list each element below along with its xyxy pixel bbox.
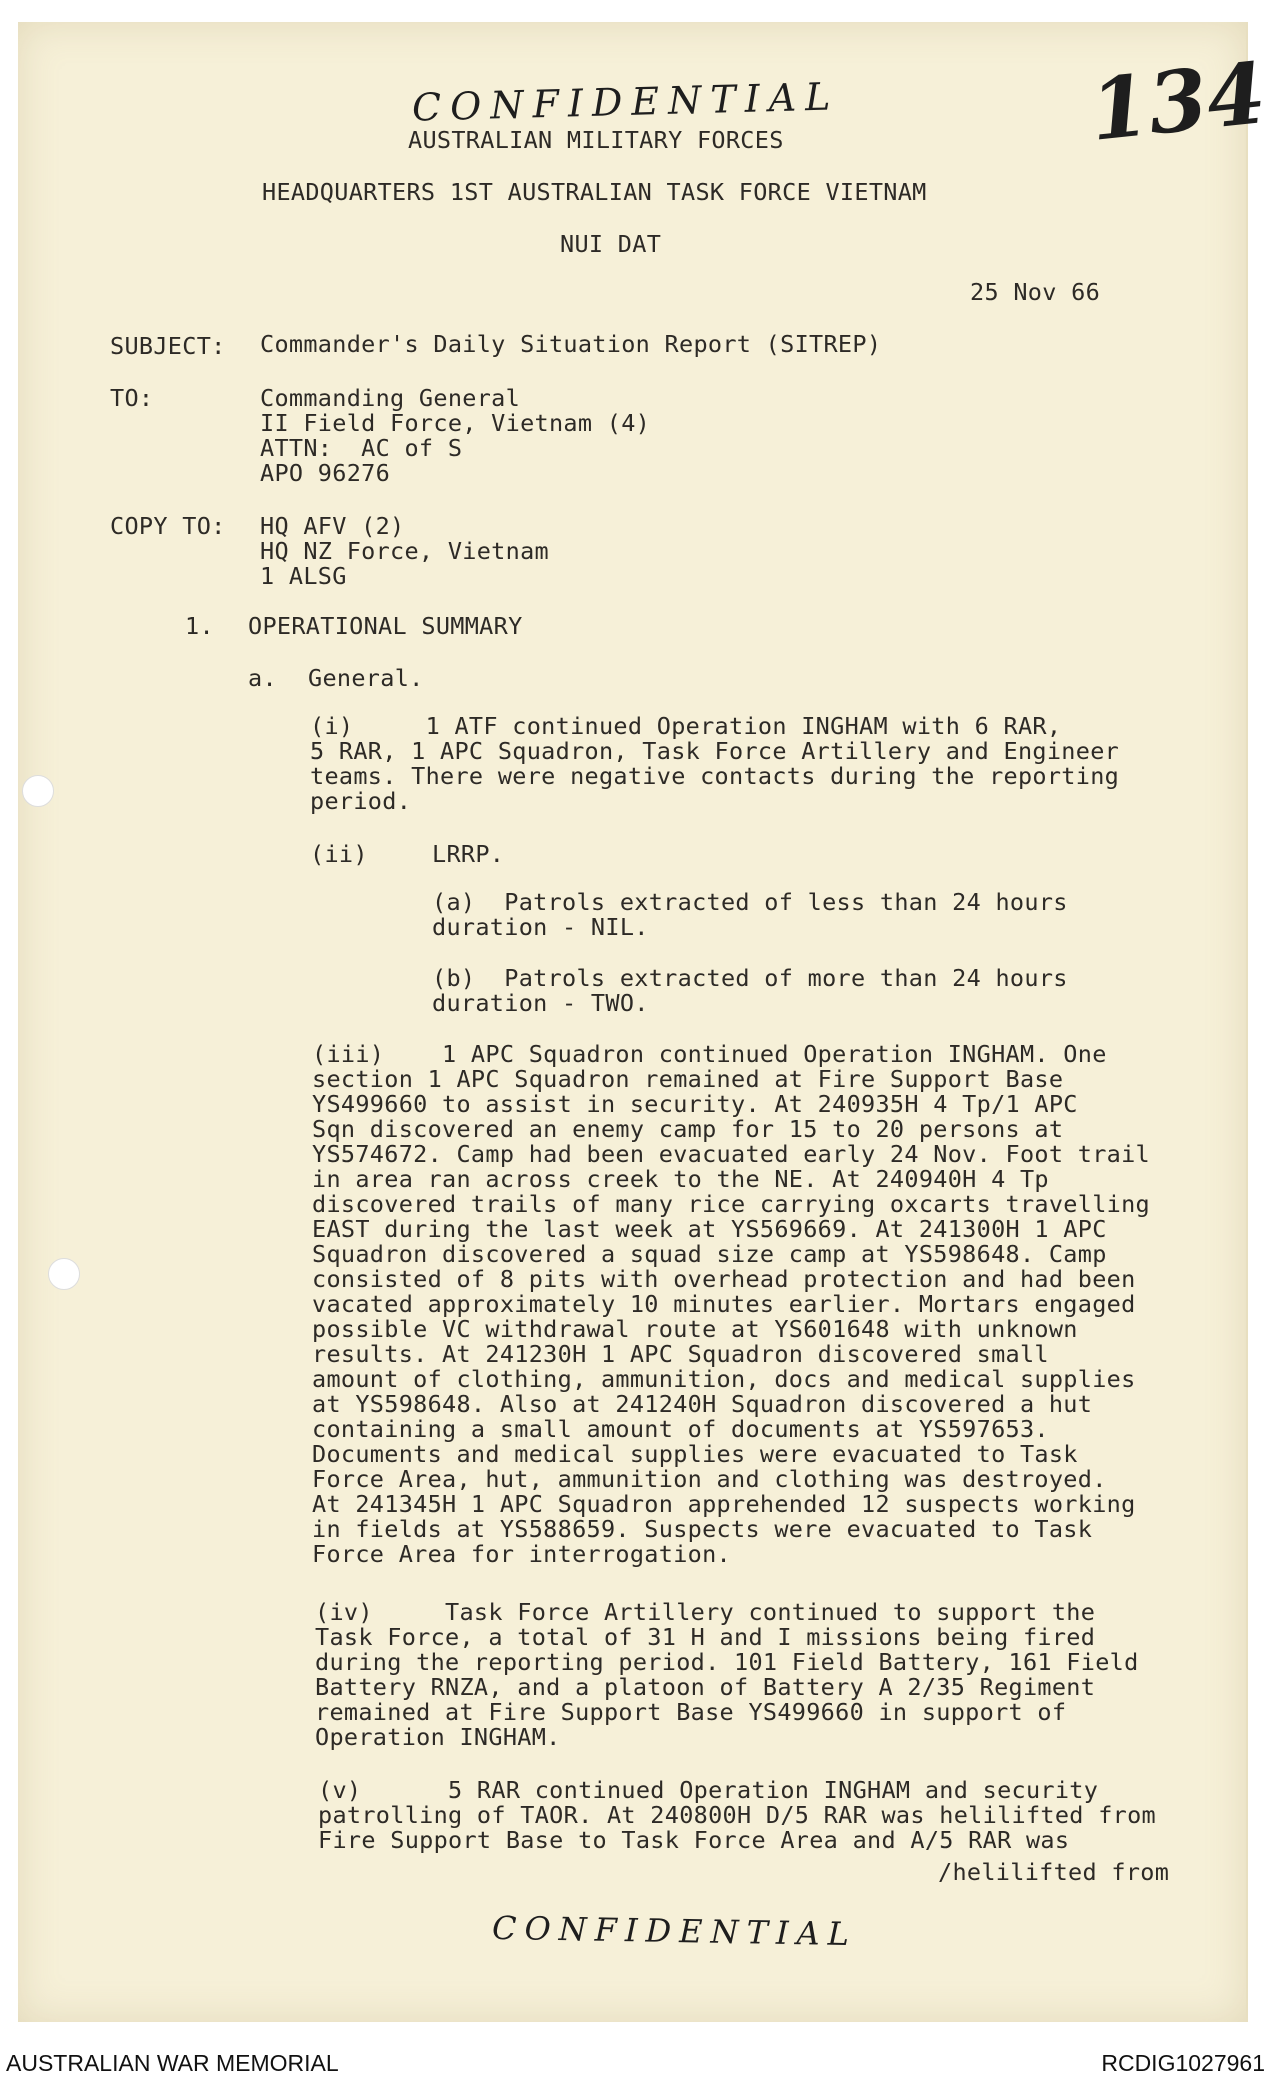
para-iii-line: At 241345H 1 APC Squadron apprehended 12 suspects working: [312, 1490, 1136, 1518]
org-line-1: AUSTRALIAN MILITARY FORCES: [408, 126, 784, 154]
copy-to-line: HQ AFV (2): [260, 512, 405, 540]
subsection-letter: a.: [248, 664, 277, 692]
copy-to-line: 1 ALSG: [260, 562, 347, 590]
para-i-line: teams. There were negative contacts during the reporting: [310, 762, 1120, 790]
para-ii-b-line: duration - TWO.: [432, 989, 649, 1017]
para-iii-line: YS574672. Camp had been evacuated early 24 Nov. Foot trail: [312, 1140, 1150, 1168]
para-i-line: period.: [310, 787, 412, 815]
to-line: Commanding General: [260, 384, 521, 412]
para-iv-line: (iv) Task Force Artillery continued to support the: [315, 1598, 1096, 1626]
para-iii-line: containing a small amount of documents at YS597653.: [312, 1415, 1049, 1443]
para-iv-line: Operation INGHAM.: [315, 1723, 561, 1751]
para-iv-line: Battery RNZA, and a platoon of Battery A 2/35 Regiment: [315, 1673, 1096, 1701]
para-iii-line: vacated approximately 10 minutes earlier. Mortars engaged: [312, 1290, 1136, 1318]
subsection-title: General.: [308, 664, 424, 692]
to-line: II Field Force, Vietnam (4): [260, 409, 651, 437]
copy-to-line: HQ NZ Force, Vietnam: [260, 537, 549, 565]
punch-hole: [22, 775, 54, 807]
para-iii-line: Force Area, hut, ammunition and clothing was destroyed.: [312, 1465, 1107, 1493]
para-iii-line: EAST during the last week at YS569669. At 241300H 1 APC: [312, 1215, 1107, 1243]
para-iii-line: results. At 241230H 1 APC Squadron discovered small: [312, 1340, 1049, 1368]
para-iii-line: Sqn discovered an enemy camp for 15 to 20 persons at: [312, 1115, 1064, 1143]
para-iv-line: remained at Fire Support Base YS499660 in support of: [315, 1698, 1067, 1726]
section-number: 1.: [185, 612, 214, 640]
footer-archive-name: AUSTRALIAN WAR MEMORIAL: [6, 2050, 339, 2076]
continuation-catchword: /helilifted from: [938, 1858, 1170, 1886]
para-iii-line: possible VC withdrawal route at YS601648 with unknown: [312, 1315, 1078, 1343]
para-iii-line: section 1 APC Squadron remained at Fire Support Base: [312, 1065, 1064, 1093]
para-iii-line: YS499660 to assist in security. At 240935H 4 Tp/1 APC: [312, 1090, 1078, 1118]
para-iii-line: discovered trails of many rice carrying oxcarts travelling: [312, 1190, 1150, 1218]
para-v-line: (v) 5 RAR continued Operation INGHAM and security: [318, 1776, 1099, 1804]
subject-text: Commander's Daily Situation Report (SITREP): [260, 330, 882, 358]
para-iv-line: Task Force, a total of 31 H and I missions being fired: [315, 1623, 1096, 1651]
footer-catalogue-id: RCDIG1027961: [1101, 2050, 1265, 2076]
section-title: OPERATIONAL SUMMARY: [248, 612, 523, 640]
para-ii-b-line: (b) Patrols extracted of more than 24 hours: [432, 964, 1068, 992]
punch-hole: [48, 1258, 80, 1290]
confidential-stamp-top: CONFIDENTIAL: [411, 74, 840, 130]
para-ii-a-line: duration - NIL.: [432, 913, 649, 941]
para-iii-line: Documents and medical supplies were evacuated to Task: [312, 1440, 1078, 1468]
para-iii-line: (iii) 1 APC Squadron continued Operation INGHAM. One: [312, 1040, 1107, 1068]
para-v-line: Fire Support Base to Task Force Area and A/5 RAR was: [318, 1826, 1070, 1854]
location: NUI DAT: [560, 230, 662, 258]
to-line: ATTN: AC of S: [260, 434, 463, 462]
para-iii-line: consisted of 8 pits with overhead protection and had been: [312, 1265, 1136, 1293]
para-iii-line: in area ran across creek to the NE. At 240940H 4 Tp: [312, 1165, 1049, 1193]
para-iv-line: during the reporting period. 101 Field Battery, 161 Field: [315, 1648, 1139, 1676]
to-line: APO 96276: [260, 459, 391, 487]
para-ii-label: (ii): [310, 840, 368, 868]
para-ii-a-line: (a) Patrols extracted of less than 24 hours: [432, 888, 1068, 916]
para-v-line: patrolling of TAOR. At 240800H D/5 RAR was helilifted from: [318, 1801, 1156, 1829]
para-i-line: (i) 1 ATF continued Operation INGHAM with 6 RAR,: [310, 712, 1062, 740]
para-iii-line: at YS598648. Also at 241240H Squadron discovered a hut: [312, 1390, 1093, 1418]
para-iii-line: Squadron discovered a squad size camp at YS598648. Camp: [312, 1240, 1107, 1268]
to-label: TO:: [110, 384, 154, 412]
para-ii-title: LRRP.: [432, 840, 505, 868]
org-line-2: HEADQUARTERS 1ST AUSTRALIAN TASK FORCE VIETNAM: [262, 178, 927, 206]
confidential-stamp-bottom: CONFIDENTIAL: [491, 1908, 858, 1954]
para-iii-line: in fields at YS588659. Suspects were evacuated to Task: [312, 1515, 1093, 1543]
para-i-line: 5 RAR, 1 APC Squadron, Task Force Artillery and Engineer: [310, 737, 1120, 765]
folio-number: 134: [1085, 43, 1271, 160]
document-date: 25 Nov 66: [970, 278, 1101, 306]
subject-label: SUBJECT:: [110, 332, 226, 360]
para-iii-line: amount of clothing, ammunition, docs and medical supplies: [312, 1365, 1136, 1393]
copy-to-label: COPY TO:: [110, 512, 226, 540]
para-iii-line: Force Area for interrogation.: [312, 1540, 731, 1568]
